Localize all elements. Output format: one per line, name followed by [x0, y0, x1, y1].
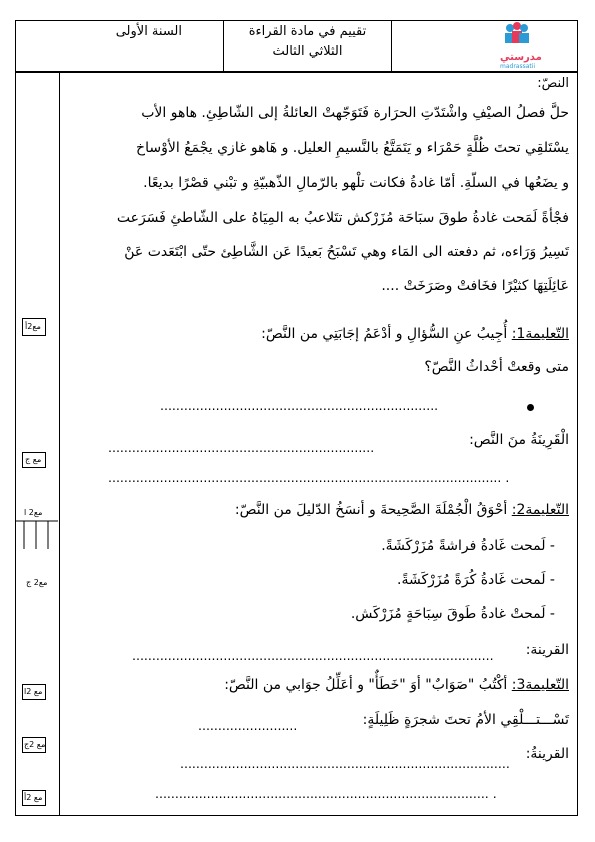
mark-5: مع 2ا — [24, 687, 43, 696]
q3-statement: تَسْـــتـــلْقِي الأمُ تحتَ شجرَةٍ ظَلِيلَةٍ: — [362, 712, 569, 728]
q2-text: أحْوَقُ الْجُمْلَةَ الصَّحِيحةَ و أنسَخُ الدّليلَ من النَّصّ: — [234, 502, 508, 518]
text-line-2: يسْتَلقِي تحتَ ظُلَّةٍ حَمْرَاء و يَتَمَتَّعُ بالنَّسيمِ العليل. و هَاهو غازي يجْمَعُ الأوْساخ — [136, 140, 569, 156]
q1-question: متى وقعتْ أحْداثُ النَّصّ؟ — [424, 359, 569, 375]
title-line2: الثلاثي الثالث — [272, 44, 343, 59]
q3-evidence-dots-2: .................................................................................... . — [155, 786, 497, 801]
mark-3: مع2 ا — [24, 508, 43, 517]
q2-option-2[interactable] — [397, 572, 555, 588]
q2-option-1-text: لَمحت غَادةُ فراشةً مُزَرْكَشَةً. — [381, 538, 546, 554]
q1-evidence-dots-1: ................................................................... — [108, 440, 375, 455]
dash-icon: - — [545, 572, 555, 588]
grade-label: السنة الأولى — [115, 24, 182, 39]
mark-3-ticks — [16, 520, 58, 550]
q3-text: أكْتُبُ "صَوَابٌ" أوَ "خَطَأٌ" و أعَلِّلُ جوَابي من النَّصّ: — [224, 677, 508, 693]
q3-evidence-dots-1: ................................................................................... — [180, 756, 510, 771]
logo-subtext: madrassatii — [500, 63, 536, 70]
q2-option-3[interactable] — [351, 606, 555, 622]
text-line-5: تَسِيرُ وَرَاءه، ثم دفعته الى المَاء وهي تَسْبَحُ بَعيدًا عَن الشَّاطِئ حتّى ابْتَعَدت عَنْ — [124, 244, 569, 260]
q2-label: التّعليمة2: — [511, 502, 569, 518]
logo-text: مدرستي — [500, 52, 542, 63]
q2-option-3-text: لَمحتْ غادةُ طَوقَ سِبَاحَةٍ مُزَرْكَش. — [350, 606, 546, 622]
dash-icon: - — [545, 606, 555, 622]
text-line-3: و يضَعُها في السلّةِ. أمّا غادةُ فكانت تلْهو بالرّمالِ الذّهبيّةِ و تبْني قصْرًا بديعًا. — [143, 175, 569, 191]
q3-evidence-label: القرينةُ: — [525, 746, 569, 762]
mark-7: مع 2أ — [24, 793, 43, 802]
mark-4: مع2 ج — [26, 578, 48, 587]
q3-label: التّعليمة3: — [511, 677, 569, 693]
text-label: النصّ: — [537, 76, 569, 91]
q1-text: أُجِيبُ عنِ السُّؤالِ و أدْعَمُ إجَابَتِي من النَّصّ: — [261, 326, 508, 342]
dash-icon: - — [545, 538, 555, 554]
mark-6: مع 2ج — [24, 740, 46, 749]
madrassatii-logo-icon — [500, 22, 542, 70]
q2-evidence-label: القرينة: — [525, 642, 569, 658]
q1-evidence-dots-2: ................................................................................................... . — [108, 470, 510, 485]
text-line-1: حلَّ فصلُ الصيْفِ واشْتَدّتِ الحرَارة فَتَوَجّهتْ العائلةُ إلى الشّاطِئِ. هاهو الأب — [141, 105, 569, 121]
bullet-icon — [527, 404, 534, 411]
margin-column — [15, 72, 60, 816]
q1-instruction — [261, 326, 569, 342]
q2-option-2-text: لَمحت غَادةُ كُرَةً مُزَرْكَشَةً. — [397, 572, 546, 588]
title-line1: تقييم في مادة القراءة — [248, 24, 367, 39]
q1-answer-dots-1: ...................................................................... — [160, 398, 439, 413]
q2-option-1[interactable] — [381, 538, 555, 554]
header-logo-cell — [391, 20, 578, 72]
q1-label: التّعليمة1: — [511, 326, 569, 342]
mark-1: مع2أ — [25, 322, 41, 331]
q2-evidence-dots: ........................................................................................... — [132, 648, 494, 663]
text-line-6: عَائِلَتِهَا كثيْرًا فخَافتْ وصَرَخَتْ .... — [381, 278, 569, 294]
q3-instruction — [224, 677, 569, 693]
q1-evidence-label: الْقَرِينَةُ منَ النَّص: — [469, 432, 569, 448]
text-line-4: فجْأةً لَمَحت غادةُ طوقَ سبَاحَة مُزَرْكش تتَلاعبُ به المِيَاهُ على الشّاطئِ فَسَرَعت — [116, 210, 569, 226]
q3-answer-dots: ......................... — [198, 718, 298, 733]
q2-instruction — [235, 502, 569, 518]
mark-2: مع ج — [25, 455, 42, 464]
